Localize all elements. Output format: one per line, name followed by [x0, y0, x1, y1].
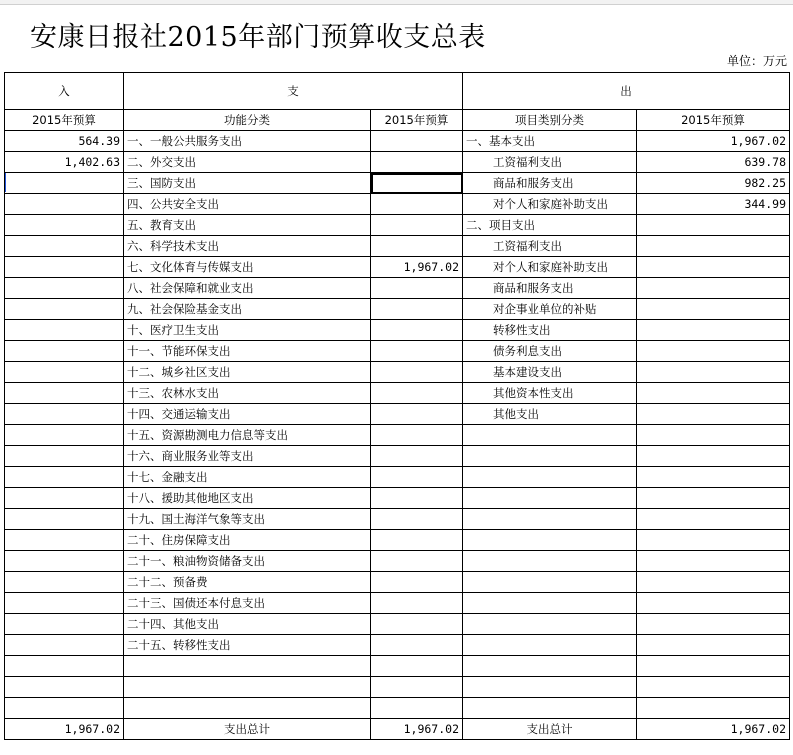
- item-budget-cell[interactable]: [637, 614, 790, 635]
- item-class-cell[interactable]: [463, 551, 637, 572]
- function-budget-cell[interactable]: [371, 362, 463, 383]
- item-class-cell[interactable]: 债务利息支出: [463, 341, 637, 362]
- item-budget-cell[interactable]: [637, 404, 790, 425]
- item-budget-cell[interactable]: [637, 362, 790, 383]
- income-budget-cell[interactable]: [5, 383, 124, 404]
- header-chu[interactable]: 出: [463, 73, 790, 110]
- header-row-sub: [5, 110, 790, 131]
- table-row: [5, 341, 790, 362]
- function-budget-cell[interactable]: [371, 698, 463, 719]
- item-budget-cell[interactable]: [637, 530, 790, 551]
- table-row: [5, 257, 790, 278]
- income-budget-cell[interactable]: [5, 341, 124, 362]
- income-budget-cell[interactable]: [5, 551, 124, 572]
- function-budget-cell[interactable]: [371, 614, 463, 635]
- function-class-cell[interactable]: 二、外交支出: [124, 152, 371, 173]
- table-row: [5, 173, 790, 194]
- function-class-cell[interactable]: [124, 656, 371, 677]
- item-class-cell[interactable]: 其他支出: [463, 404, 637, 425]
- table-row: [5, 425, 790, 446]
- income-budget-cell[interactable]: [5, 320, 124, 341]
- function-budget-cell[interactable]: [371, 425, 463, 446]
- table-row: [5, 383, 790, 404]
- income-budget-cell[interactable]: [5, 530, 124, 551]
- item-budget-cell[interactable]: [637, 257, 790, 278]
- header-row-main: [5, 73, 790, 110]
- table-row: [5, 530, 790, 551]
- function-class-cell[interactable]: 十七、金融支出: [124, 467, 371, 488]
- function-class-cell[interactable]: 五、教育支出: [124, 215, 371, 236]
- function-budget-cell[interactable]: [371, 194, 463, 215]
- function-budget-cell[interactable]: [371, 446, 463, 467]
- table-row: [5, 299, 790, 320]
- function-budget-cell[interactable]: [371, 131, 463, 152]
- item-budget-cell[interactable]: 982.25: [637, 173, 790, 194]
- table-row: [5, 698, 790, 719]
- table-row: [5, 236, 790, 257]
- item-class-cell[interactable]: [463, 698, 637, 719]
- item-class-cell[interactable]: 一、基本支出: [463, 131, 637, 152]
- table-row: [5, 152, 790, 173]
- function-budget-cell[interactable]: [371, 320, 463, 341]
- function-class-cell[interactable]: 八、社会保障和就业支出: [124, 278, 371, 299]
- function-class-cell[interactable]: 二十三、国债还本付息支出: [124, 593, 371, 614]
- income-budget-cell[interactable]: [5, 362, 124, 383]
- income-budget-cell[interactable]: [5, 656, 124, 677]
- item-class-cell[interactable]: 基本建设支出: [463, 362, 637, 383]
- table-row: [5, 614, 790, 635]
- item-budget-cell[interactable]: [637, 488, 790, 509]
- income-budget-cell[interactable]: [5, 236, 124, 257]
- income-budget-cell[interactable]: [5, 299, 124, 320]
- item-budget-cell[interactable]: [637, 698, 790, 719]
- item-budget-cell[interactable]: [637, 299, 790, 320]
- item-class-cell[interactable]: [463, 488, 637, 509]
- item-budget-cell[interactable]: [637, 215, 790, 236]
- function-class-cell[interactable]: 七、文化体育与传媒支出: [124, 257, 371, 278]
- function-budget-cell[interactable]: [371, 635, 463, 656]
- function-budget-cell[interactable]: [371, 530, 463, 551]
- income-budget-cell[interactable]: [5, 215, 124, 236]
- item-budget-cell[interactable]: [637, 341, 790, 362]
- item-budget-cell[interactable]: [637, 572, 790, 593]
- table-row: [5, 551, 790, 572]
- item-class-cell[interactable]: [463, 593, 637, 614]
- subheader-function-budget[interactable]: 2015年预算: [371, 110, 463, 131]
- income-budget-cell[interactable]: [5, 635, 124, 656]
- table-row: [5, 362, 790, 383]
- function-budget-cell[interactable]: [371, 383, 463, 404]
- budget-table: [4, 72, 790, 740]
- income-budget-cell[interactable]: [5, 278, 124, 299]
- item-budget-cell[interactable]: [637, 446, 790, 467]
- function-budget-cell[interactable]: [371, 656, 463, 677]
- item-class-cell[interactable]: [463, 446, 637, 467]
- function-budget-cell[interactable]: [371, 236, 463, 257]
- item-class-cell[interactable]: 对个人和家庭补助支出: [463, 194, 637, 215]
- function-class-cell[interactable]: 二十四、其他支出: [124, 614, 371, 635]
- item-class-cell[interactable]: [463, 467, 637, 488]
- function-budget-cell[interactable]: [371, 467, 463, 488]
- item-class-cell[interactable]: 工资福利支出: [463, 152, 637, 173]
- function-budget-cell[interactable]: [371, 341, 463, 362]
- item-budget-cell[interactable]: [637, 509, 790, 530]
- table-row: [5, 677, 790, 698]
- income-budget-cell[interactable]: 1,402.63: [5, 152, 124, 173]
- table-row: [5, 446, 790, 467]
- item-budget-cell[interactable]: [637, 320, 790, 341]
- function-class-cell[interactable]: 六、科学技术支出: [124, 236, 371, 257]
- item-class-cell[interactable]: [463, 635, 637, 656]
- item-budget-cell[interactable]: [637, 236, 790, 257]
- item-class-cell[interactable]: [463, 614, 637, 635]
- income-budget-cell[interactable]: [5, 698, 124, 719]
- total-row: [5, 719, 790, 740]
- income-budget-cell[interactable]: [5, 173, 124, 194]
- item-class-cell[interactable]: [463, 425, 637, 446]
- income-budget-cell[interactable]: [5, 614, 124, 635]
- item-budget-cell[interactable]: 1,967.02: [637, 131, 790, 152]
- income-budget-cell[interactable]: [5, 194, 124, 215]
- item-budget-cell[interactable]: [637, 425, 790, 446]
- function-budget-cell[interactable]: [371, 509, 463, 530]
- table-row: [5, 404, 790, 425]
- item-class-cell[interactable]: 商品和服务支出: [463, 173, 637, 194]
- function-budget-cell[interactable]: [371, 299, 463, 320]
- function-class-cell[interactable]: 十五、资源勘测电力信息等支出: [124, 425, 371, 446]
- income-budget-cell[interactable]: 564.39: [5, 131, 124, 152]
- income-budget-cell[interactable]: [5, 677, 124, 698]
- function-class-cell[interactable]: 一、一般公共服务支出: [124, 131, 371, 152]
- item-budget-cell[interactable]: [637, 278, 790, 299]
- function-budget-cell[interactable]: [371, 278, 463, 299]
- table-row: [5, 488, 790, 509]
- spreadsheet-top-strip: [0, 0, 793, 5]
- income-budget-cell[interactable]: [5, 404, 124, 425]
- function-budget-cell[interactable]: [371, 404, 463, 425]
- function-class-cell[interactable]: 十、医疗卫生支出: [124, 320, 371, 341]
- header-zhi[interactable]: 支: [124, 73, 463, 110]
- table-row: [5, 320, 790, 341]
- function-class-cell[interactable]: [124, 677, 371, 698]
- item-class-cell[interactable]: 对企事业单位的补贴: [463, 299, 637, 320]
- function-budget-cell[interactable]: 1,967.02: [371, 257, 463, 278]
- subheader-item-budget[interactable]: 2015年预算: [637, 110, 790, 131]
- function-class-cell[interactable]: 十四、交通运输支出: [124, 404, 371, 425]
- item-budget-cell[interactable]: [637, 593, 790, 614]
- item-budget-cell[interactable]: 639.78: [637, 152, 790, 173]
- total-item-label[interactable]: 支出总计: [463, 719, 637, 740]
- total-income-cell[interactable]: 1,967.02: [5, 719, 124, 740]
- table-row: [5, 572, 790, 593]
- item-class-cell[interactable]: [463, 572, 637, 593]
- function-class-cell[interactable]: 十九、国土海洋气象等支出: [124, 509, 371, 530]
- function-class-cell[interactable]: [124, 698, 371, 719]
- function-budget-cell[interactable]: [371, 173, 463, 194]
- function-budget-cell[interactable]: [371, 152, 463, 173]
- total-item-budget[interactable]: 1,967.02: [637, 719, 790, 740]
- function-budget-cell[interactable]: [371, 215, 463, 236]
- function-class-cell[interactable]: 十二、城乡社区支出: [124, 362, 371, 383]
- total-function-label[interactable]: 支出总计: [124, 719, 371, 740]
- item-class-cell[interactable]: [463, 656, 637, 677]
- income-budget-cell[interactable]: [5, 593, 124, 614]
- table-row: [5, 194, 790, 215]
- item-class-cell[interactable]: 转移性支出: [463, 320, 637, 341]
- function-class-cell[interactable]: 十八、援助其他地区支出: [124, 488, 371, 509]
- function-class-cell[interactable]: 二十五、转移性支出: [124, 635, 371, 656]
- table-row: [5, 509, 790, 530]
- table-row: [5, 131, 790, 152]
- function-class-cell[interactable]: 十三、农林水支出: [124, 383, 371, 404]
- subheader-income-budget[interactable]: 2015年预算: [5, 110, 124, 131]
- income-budget-cell[interactable]: [5, 467, 124, 488]
- item-budget-cell[interactable]: [637, 635, 790, 656]
- item-budget-cell[interactable]: [637, 467, 790, 488]
- function-class-cell[interactable]: 四、公共安全支出: [124, 194, 371, 215]
- item-budget-cell[interactable]: [637, 383, 790, 404]
- item-class-cell[interactable]: [463, 509, 637, 530]
- function-budget-cell[interactable]: [371, 593, 463, 614]
- function-budget-cell[interactable]: [371, 551, 463, 572]
- income-budget-cell[interactable]: [5, 446, 124, 467]
- function-class-cell[interactable]: 十六、商业服务业等支出: [124, 446, 371, 467]
- function-class-cell[interactable]: 二十、住房保障支出: [124, 530, 371, 551]
- item-class-cell[interactable]: [463, 677, 637, 698]
- item-class-cell[interactable]: 二、项目支出: [463, 215, 637, 236]
- function-class-cell[interactable]: 三、国防支出: [124, 173, 371, 194]
- function-budget-cell[interactable]: [371, 572, 463, 593]
- item-class-cell[interactable]: 对个人和家庭补助支出: [463, 257, 637, 278]
- item-budget-cell[interactable]: 344.99: [637, 194, 790, 215]
- table-row: [5, 593, 790, 614]
- item-class-cell[interactable]: 工资福利支出: [463, 236, 637, 257]
- function-budget-cell[interactable]: [371, 488, 463, 509]
- income-budget-cell[interactable]: [5, 257, 124, 278]
- income-budget-cell[interactable]: [5, 488, 124, 509]
- item-class-cell[interactable]: 其他资本性支出: [463, 383, 637, 404]
- function-class-cell[interactable]: 九、社会保险基金支出: [124, 299, 371, 320]
- item-budget-cell[interactable]: [637, 677, 790, 698]
- table-row: [5, 467, 790, 488]
- item-budget-cell[interactable]: [637, 551, 790, 572]
- item-class-cell[interactable]: 商品和服务支出: [463, 278, 637, 299]
- income-budget-cell[interactable]: [5, 425, 124, 446]
- table-row: [5, 215, 790, 236]
- item-budget-cell[interactable]: [637, 656, 790, 677]
- income-budget-cell[interactable]: [5, 509, 124, 530]
- header-income[interactable]: 入: [5, 73, 124, 110]
- unit-label: 单位：万元: [726, 54, 787, 68]
- function-class-cell[interactable]: 二十二、预备费: [124, 572, 371, 593]
- income-budget-cell[interactable]: [5, 572, 124, 593]
- table-row: [5, 635, 790, 656]
- function-class-cell[interactable]: 二十一、粮油物资储备支出: [124, 551, 371, 572]
- subheader-item-class[interactable]: 项目类别分类: [463, 110, 637, 131]
- page-title: 安康日报社2015年部门预算收支总表: [30, 22, 486, 53]
- subheader-function-class[interactable]: 功能分类: [124, 110, 371, 131]
- table-row: [5, 278, 790, 299]
- total-function-budget[interactable]: 1,967.02: [371, 719, 463, 740]
- function-class-cell[interactable]: 十一、节能环保支出: [124, 341, 371, 362]
- table-row: [5, 656, 790, 677]
- function-budget-cell[interactable]: [371, 677, 463, 698]
- item-class-cell[interactable]: [463, 530, 637, 551]
